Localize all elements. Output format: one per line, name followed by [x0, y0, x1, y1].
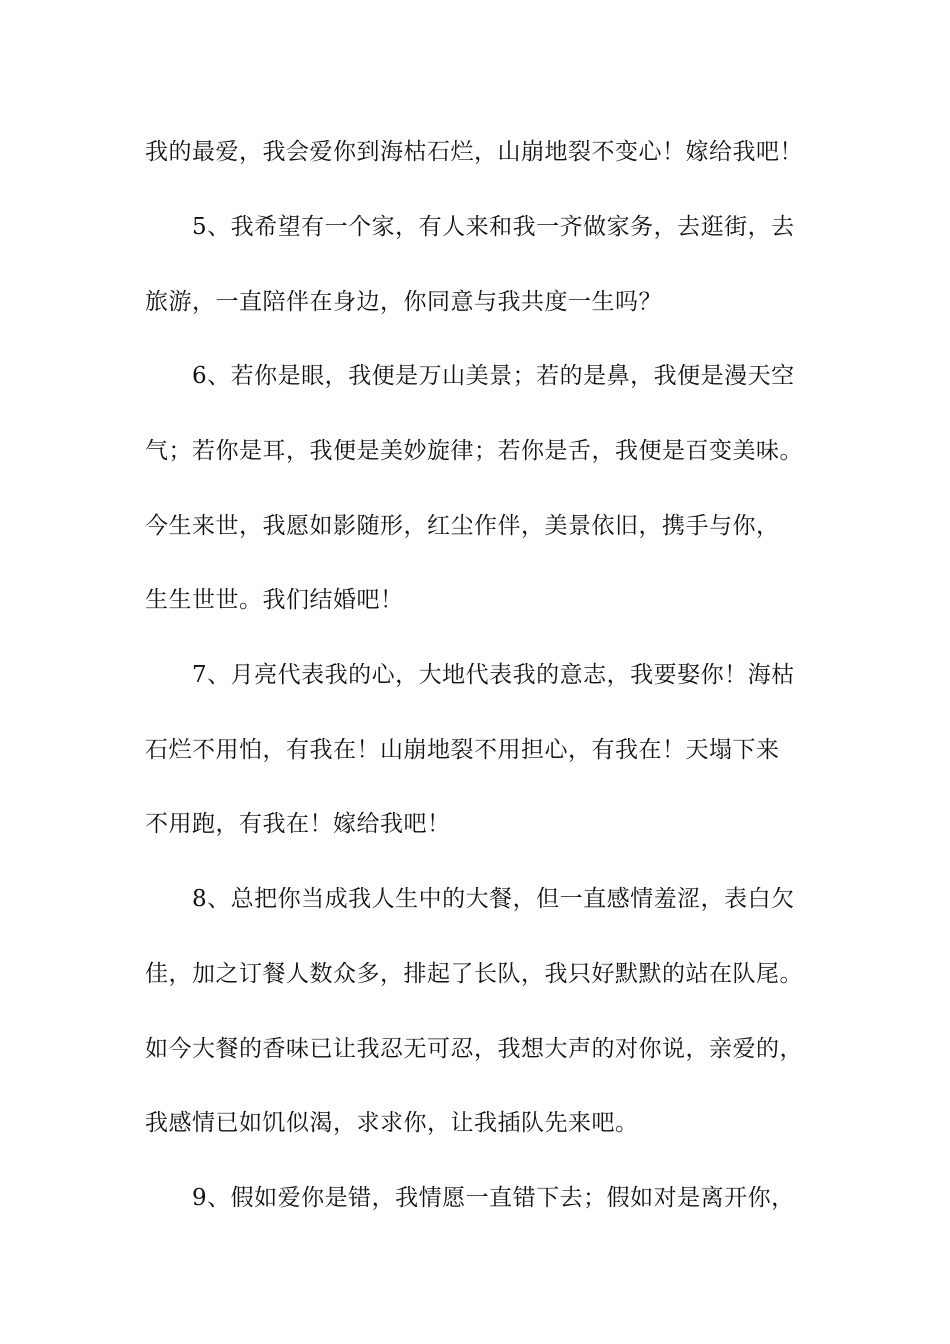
- text-line: 气；若你是耳，我便是美妙旋律；若你是舌，我便是百变美味。: [145, 438, 803, 464]
- text-line: 不用跑，有我在！嫁给我吧！: [145, 811, 451, 837]
- text-line: 我的最爱，我会爱你到海枯石烂，山崩地裂不变心！嫁给我吧！: [145, 139, 803, 165]
- text-line: 我感情已如饥似渴，求求你，让我插队先来吧。: [145, 1110, 639, 1136]
- text-line: 生生世世。我们结婚吧！: [145, 587, 404, 613]
- text-line: 佳，加之订餐人数众多，排起了长队，我只好默默的站在队尾。: [145, 961, 803, 987]
- text-line: 5、我希望有一个家，有人来和我一齐做家务，去逛街，去: [192, 214, 795, 240]
- text-line: 石烂不用怕，有我在！山崩地裂不用担心，有我在！天塌下来: [145, 737, 780, 763]
- text-line: 旅游，一直陪伴在身边，你同意与我共度一生吗？: [145, 289, 662, 315]
- text-line: 9、假如爱你是错，我情愿一直错下去；假如对是离开你，: [192, 1185, 795, 1211]
- text-line: 6、若你是眼，我便是万山美景；若的是鼻，我便是漫天空: [192, 363, 795, 389]
- text-line: 7、月亮代表我的心，大地代表我的意志，我要娶你！海枯: [192, 662, 795, 688]
- text-line: 今生来世，我愿如影随形，红尘作伴，美景依旧，携手与你，: [145, 513, 780, 539]
- text-line: 如今大餐的香味已让我忍无可忍，我想大声的对你说，亲爱的，: [145, 1036, 803, 1062]
- text-line: 8、总把你当成我人生中的大餐，但一直感情羞涩，表白欠: [192, 886, 795, 912]
